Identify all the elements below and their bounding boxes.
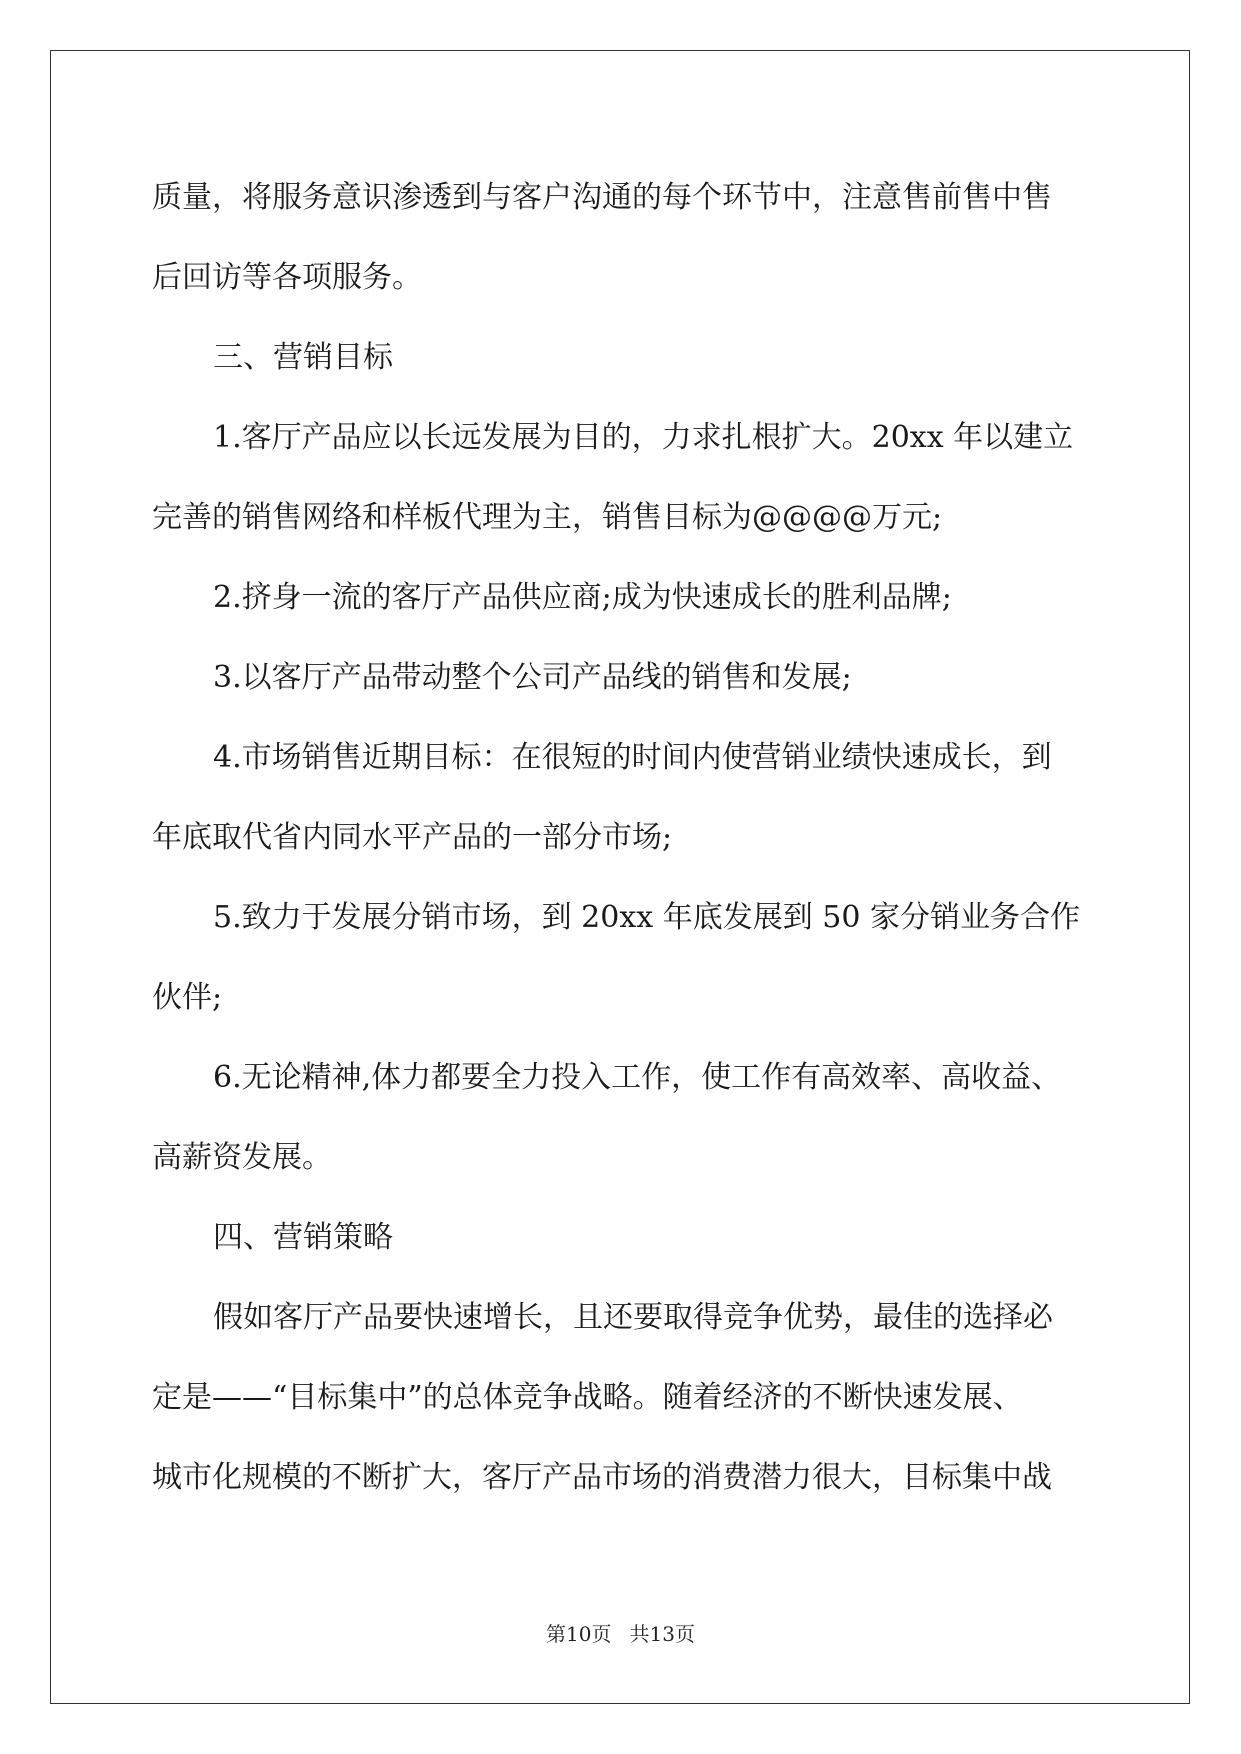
text-line: 质量，将服务意识渗透到与客户沟通的每个环节中，注意售前售中售 xyxy=(152,180,1052,215)
text-line: 5.致力于发展分销市场，到 20xx 年底发展到 50 家分销业务合作 xyxy=(213,900,1080,935)
document-body xyxy=(152,158,1092,1518)
text-line: 城市化规模的不断扩大，客厅产品市场的消费潜力很大，目标集中战 xyxy=(152,1460,1052,1495)
text-line: 高薪资发展。 xyxy=(152,1140,332,1175)
text-line: 年底取代省内同水平产品的一部分市场; xyxy=(152,820,673,855)
section-heading: 三、营销目标 xyxy=(213,340,393,375)
text-line: 4.市场销售近期目标：在很短的时间内使营销业绩快速成长，到 xyxy=(213,740,1052,775)
text-line: 6.无论精神,体力都要全力投入工作，使工作有高效率、高收益、 xyxy=(213,1060,1062,1095)
text-line: 1.客厅产品应以长远发展为目的，力求扎根扩大。20xx 年以建立 xyxy=(213,420,1074,455)
text-line: 伙伴; xyxy=(152,980,223,1015)
page-total: 共13页 xyxy=(629,1622,695,1646)
text-line: 假如客厅产品要快速增长，且还要取得竞争优势，最佳的选择必 xyxy=(213,1300,1053,1335)
text-line: 2.挤身一流的客厅产品供应商;成为快速成长的胜利品牌; xyxy=(213,580,952,615)
text-line: 后回访等各项服务。 xyxy=(152,260,422,295)
section-heading: 四、营销策略 xyxy=(213,1220,393,1255)
text-line: 定是——“目标集中”的总体竞争战略。随着经济的不断快速发展、 xyxy=(152,1380,1023,1415)
text-line: 完善的销售网络和样板代理为主，销售目标为@@@@万元; xyxy=(152,500,943,535)
page-footer xyxy=(0,1620,1241,1648)
text-line: 3.以客厅产品带动整个公司产品线的销售和发展; xyxy=(213,660,852,695)
page-number: 第10页 xyxy=(546,1622,612,1646)
